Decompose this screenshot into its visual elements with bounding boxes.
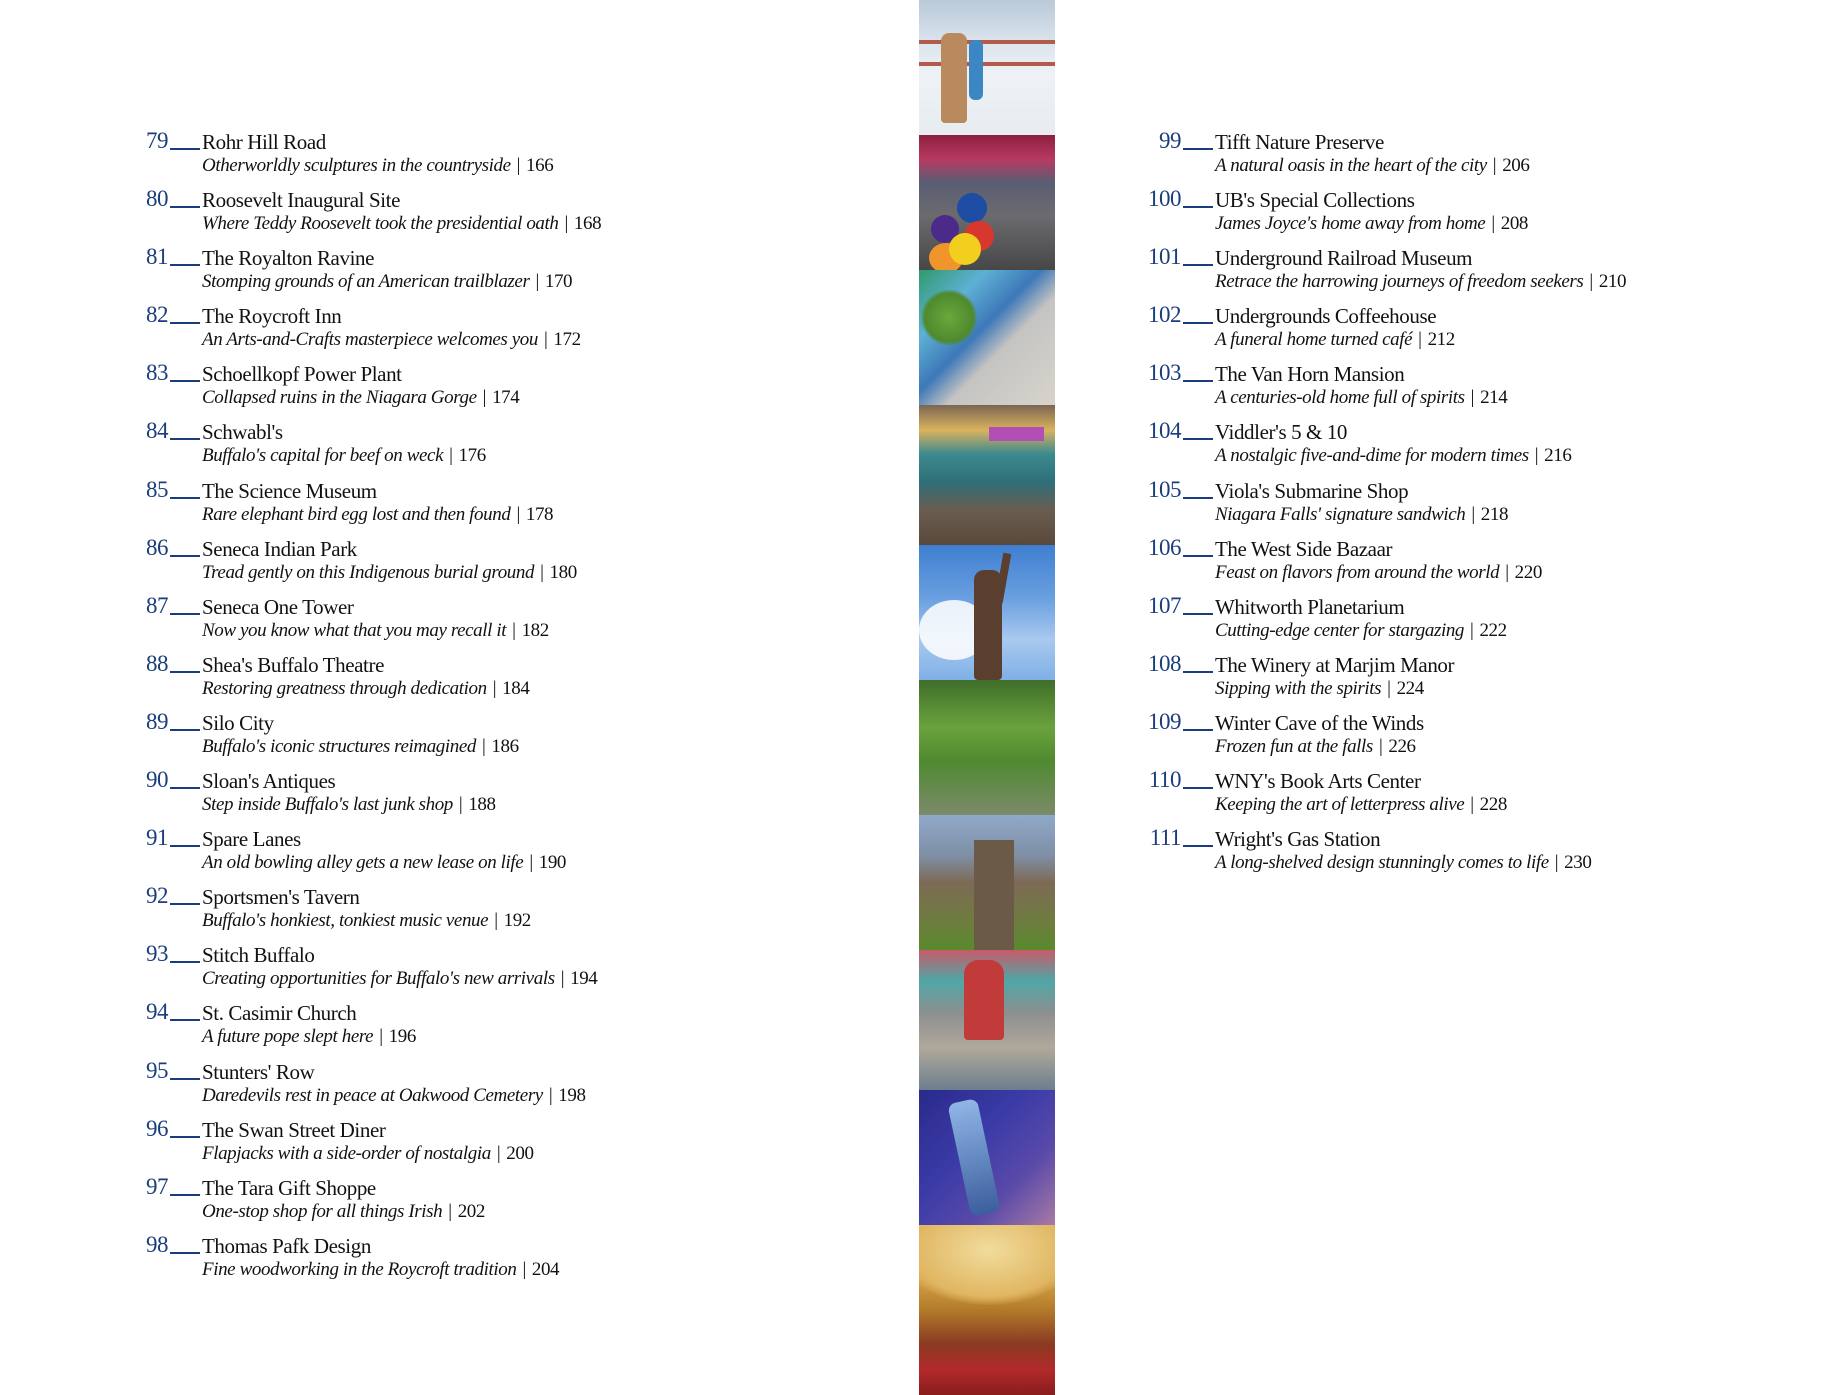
leader-rule xyxy=(1183,264,1213,266)
entry-title: The Swan Street Diner xyxy=(202,1117,386,1142)
entry-page-number: 180 xyxy=(549,561,577,583)
entry-number-text: 87 xyxy=(146,592,168,618)
entry-subtitle xyxy=(1215,851,1591,875)
entry-subtitle xyxy=(1215,619,1507,643)
entry-page-number: 212 xyxy=(1427,329,1455,351)
photo-antique-shop xyxy=(919,950,1055,1090)
separator: | xyxy=(529,852,533,874)
separator: | xyxy=(379,1026,383,1048)
entry-number-text: 102 xyxy=(1148,302,1181,328)
entry-page-number: 228 xyxy=(1479,794,1507,816)
entry-number-text: 91 xyxy=(146,825,168,851)
entry-title: Underground Railroad Museum xyxy=(1215,246,1473,271)
entry-title: Stitch Buffalo xyxy=(202,943,315,968)
entry-page-number: 218 xyxy=(1480,503,1509,525)
entry-page-number: 208 xyxy=(1500,213,1529,235)
entry-title: Spare Lanes xyxy=(202,827,301,852)
leader-rule xyxy=(170,438,200,440)
separator: | xyxy=(1470,794,1474,816)
entry-title: Silo City xyxy=(202,710,274,735)
entry-page-number: 210 xyxy=(1598,271,1627,293)
entry-title: UB's Special Collections xyxy=(1215,188,1415,213)
photo-robot-sculpture xyxy=(919,1090,1055,1225)
entry-tagline: A long-shelved design stunningly comes to life xyxy=(1215,852,1549,874)
entry-title: Rohr Hill Road xyxy=(202,130,326,154)
separator: | xyxy=(540,561,544,583)
entry-number-text: 107 xyxy=(1148,592,1181,618)
entry-title: The Roycroft Inn xyxy=(202,304,342,329)
entry-tagline: Rare elephant bird egg lost and then found xyxy=(202,503,511,525)
entry-page-number: 206 xyxy=(1502,155,1530,176)
leader-rule xyxy=(1183,322,1213,324)
entry-page-number: 194 xyxy=(570,968,598,990)
entry-number xyxy=(146,361,200,385)
entry-number-text: 92 xyxy=(146,883,168,909)
entry-subtitle xyxy=(1215,503,1508,527)
leader-rule xyxy=(170,380,200,382)
entry-number xyxy=(1148,245,1213,269)
entry-tagline: Collapsed ruins in the Niagara Gorge xyxy=(202,387,477,409)
separator: | xyxy=(449,445,453,467)
entry-tagline: James Joyce's home away from home xyxy=(1215,213,1486,235)
entry-number xyxy=(146,1117,200,1141)
entry-number xyxy=(146,187,200,211)
entry-tagline: Otherworldly sculptures in the countryside xyxy=(202,155,511,176)
leader-rule xyxy=(1183,497,1213,499)
entry-number xyxy=(1159,129,1213,153)
entry-number-text: 79 xyxy=(146,128,168,153)
entry-number-text: 104 xyxy=(1148,418,1181,444)
entry-number xyxy=(1149,768,1213,792)
entry-number xyxy=(146,303,200,327)
entry-tagline: Step inside Buffalo's last junk shop xyxy=(202,794,453,816)
entry-tagline: A funeral home turned café xyxy=(1215,329,1413,351)
entry-number-text: 84 xyxy=(146,418,168,444)
entry-number xyxy=(1148,303,1213,327)
leader-rule xyxy=(170,961,200,963)
separator: | xyxy=(512,619,516,641)
leader-rule xyxy=(170,1078,200,1080)
separator: | xyxy=(1534,445,1539,467)
entry-tagline: Frozen fun at the falls xyxy=(1215,735,1373,757)
entry-subtitle xyxy=(1215,154,1530,178)
leader-rule xyxy=(170,206,200,208)
entry-page-number: 226 xyxy=(1388,735,1416,757)
entry-number-text: 80 xyxy=(146,186,168,212)
leader-rule xyxy=(170,613,200,615)
entry-page-number: 220 xyxy=(1514,561,1542,583)
entry-title: WNY's Book Arts Center xyxy=(1215,769,1421,794)
entry-page-number: 174 xyxy=(492,387,520,409)
separator: | xyxy=(1387,677,1391,699)
separator: | xyxy=(560,968,565,990)
entry-page-number: 224 xyxy=(1396,677,1424,699)
separator: | xyxy=(1505,561,1509,583)
entry-subtitle xyxy=(202,735,519,759)
entry-tagline: Retrace the harrowing journeys of freedom seekers xyxy=(1215,271,1584,293)
entry-page-number: 196 xyxy=(388,1026,416,1048)
entry-title: The Royalton Ravine xyxy=(202,246,375,271)
separator: | xyxy=(1554,852,1559,874)
entry-subtitle xyxy=(1215,386,1507,410)
entry-page-number: 198 xyxy=(558,1084,586,1106)
entry-number-text: 103 xyxy=(1148,360,1181,386)
entry-subtitle xyxy=(1215,212,1528,236)
entry-number-text: 106 xyxy=(1148,534,1181,560)
separator: | xyxy=(564,213,568,235)
entry-subtitle xyxy=(1215,561,1542,585)
entry-tagline: A centuries-old home full of spirits xyxy=(1215,387,1465,409)
entry-title: Viola's Submarine Shop xyxy=(1215,478,1409,503)
entry-number xyxy=(1148,187,1213,211)
entry-tagline: Buffalo's iconic structures reimagined xyxy=(202,735,477,757)
entry-tagline: Creating opportunities for Buffalo's new arrivals xyxy=(202,968,555,990)
entry-page-number: 216 xyxy=(1544,445,1572,467)
entry-title: The Winery at Marjim Manor xyxy=(1215,652,1455,677)
entry-subtitle xyxy=(202,444,486,468)
entry-subtitle xyxy=(202,1025,416,1049)
separator: | xyxy=(482,735,486,757)
entry-number xyxy=(1148,594,1213,618)
leader-rule xyxy=(1183,148,1213,150)
entry-tagline: A natural oasis in the heart of the city xyxy=(1215,155,1487,176)
entry-page-number: 202 xyxy=(457,1200,485,1222)
leader-rule xyxy=(1183,613,1213,615)
entry-subtitle xyxy=(202,909,531,933)
leader-rule xyxy=(170,1194,200,1196)
entry-subtitle xyxy=(202,386,519,410)
entry-number-text: 97 xyxy=(146,1173,168,1199)
entry-title: Sportsmen's Tavern xyxy=(202,885,360,910)
entry-title: Thomas Pafk Design xyxy=(202,1233,371,1258)
leader-rule xyxy=(170,322,200,324)
entry-number xyxy=(1148,710,1213,734)
entry-tagline: Restoring greatness through dedication xyxy=(202,677,487,699)
separator: | xyxy=(516,503,520,525)
entry-number xyxy=(146,884,200,908)
entry-page-number: 230 xyxy=(1564,852,1592,874)
entry-subtitle xyxy=(202,677,529,701)
entry-number-text: 109 xyxy=(1148,708,1181,734)
entry-subtitle xyxy=(1215,677,1424,701)
entry-number xyxy=(1148,536,1213,560)
leader-rule xyxy=(170,1136,200,1138)
entry-page-number: 172 xyxy=(553,329,581,351)
entry-subtitle xyxy=(202,967,597,991)
entry-number xyxy=(146,594,200,618)
entry-number xyxy=(146,1233,200,1257)
entry-number-text: 81 xyxy=(146,244,168,270)
entry-subtitle xyxy=(202,212,601,236)
leader-rule xyxy=(170,671,200,673)
entry-page-number: 166 xyxy=(526,155,554,176)
entry-title: Viddler's 5 & 10 xyxy=(1215,420,1348,445)
leader-rule xyxy=(1183,555,1213,557)
entry-subtitle xyxy=(202,561,577,585)
entry-title: Tifft Nature Preserve xyxy=(1215,130,1384,154)
entry-tagline: One-stop shop for all things Irish xyxy=(202,1200,443,1222)
photo-gorge-tower xyxy=(919,815,1055,950)
entry-title: St. Casimir Church xyxy=(202,1001,357,1026)
entry-subtitle xyxy=(202,154,553,178)
entry-page-number: 200 xyxy=(506,1142,534,1164)
leader-rule xyxy=(170,148,200,150)
photo-theatre-interior xyxy=(919,1225,1055,1395)
entry-page-number: 168 xyxy=(573,213,602,235)
separator: | xyxy=(1378,735,1383,757)
entry-tagline: Cutting-edge center for stargazing xyxy=(1215,619,1465,641)
separator: | xyxy=(448,1200,452,1222)
entry-subtitle xyxy=(202,851,566,875)
entry-number-text: 83 xyxy=(146,360,168,386)
entry-number xyxy=(146,478,200,502)
entry-tagline: Flapjacks with a side-order of nostalgia xyxy=(202,1142,491,1164)
entry-title: Schoellkopf Power Plant xyxy=(202,362,402,387)
separator: | xyxy=(1470,387,1475,409)
photo-ink-rollers xyxy=(919,405,1055,545)
leader-rule xyxy=(170,787,200,789)
entry-page-number: 182 xyxy=(521,619,549,641)
leader-rule xyxy=(1183,671,1213,673)
entry-tagline: A nostalgic five-and-dime for modern times xyxy=(1215,445,1529,467)
entry-number-text: 88 xyxy=(146,650,168,676)
entry-subtitle xyxy=(1215,444,1571,468)
entry-tagline: Keeping the art of letterpress alive xyxy=(1215,794,1465,816)
separator: | xyxy=(482,387,487,409)
separator: | xyxy=(522,1258,526,1280)
photo-forest-ruins xyxy=(919,680,1055,815)
leader-rule xyxy=(170,264,200,266)
entry-subtitle xyxy=(202,503,553,527)
entry-tagline: An Arts-and-Crafts masterpiece welcomes you xyxy=(202,329,539,351)
entry-number xyxy=(146,1175,200,1199)
entry-number xyxy=(146,129,200,153)
entry-number xyxy=(1150,826,1213,850)
entry-title: Shea's Buffalo Theatre xyxy=(202,652,384,677)
entry-page-number: 214 xyxy=(1480,387,1508,409)
entry-title: The Tara Gift Shoppe xyxy=(202,1175,376,1200)
entry-number xyxy=(146,536,200,560)
leader-rule xyxy=(170,729,200,731)
entry-number-text: 111 xyxy=(1149,825,1181,851)
entry-title: Seneca One Tower xyxy=(202,594,354,619)
entry-number xyxy=(146,710,200,734)
entry-title: Schwabl's xyxy=(202,420,283,445)
separator: | xyxy=(548,1084,553,1106)
entry-tagline: Stomping grounds of an American trailblazer xyxy=(202,271,530,293)
entry-number-text: 90 xyxy=(146,767,168,793)
entry-number xyxy=(1148,361,1213,385)
entry-subtitle xyxy=(1215,270,1626,294)
entry-number-text: 94 xyxy=(146,999,168,1025)
entry-title: Whitworth Planetarium xyxy=(1215,594,1405,619)
entry-title: Wright's Gas Station xyxy=(1215,827,1381,852)
entry-title: Sloan's Antiques xyxy=(202,769,336,794)
entry-page-number: 186 xyxy=(491,735,519,757)
entry-title: The Science Museum xyxy=(202,478,377,503)
entry-number-text: 108 xyxy=(1148,650,1181,676)
entry-tagline: Sipping with the spirits xyxy=(1215,677,1382,699)
entry-number-text: 101 xyxy=(1148,244,1181,270)
photo-winter-overlook xyxy=(919,0,1055,135)
entry-page-number: 192 xyxy=(503,910,531,932)
entry-number-text: 100 xyxy=(1148,186,1181,212)
photo-strip xyxy=(919,0,1055,1395)
separator: | xyxy=(1418,329,1422,351)
entry-subtitle xyxy=(1215,328,1455,352)
entry-number xyxy=(146,768,200,792)
entry-page-number: 222 xyxy=(1479,619,1507,641)
entry-tagline: Niagara Falls' signature sandwich xyxy=(1215,503,1466,525)
separator: | xyxy=(496,1142,501,1164)
entry-page-number: 176 xyxy=(458,445,486,467)
entry-tagline: An old bowling alley gets a new lease on life xyxy=(202,852,524,874)
entry-number-text: 95 xyxy=(146,1057,168,1083)
entry-page-number: 178 xyxy=(525,503,554,525)
entry-number xyxy=(146,1059,200,1083)
entry-number xyxy=(1148,419,1213,443)
entry-page-number: 170 xyxy=(544,271,573,293)
entry-subtitle xyxy=(202,1142,534,1166)
entry-number xyxy=(146,1000,200,1024)
photo-bowling-balls xyxy=(919,135,1055,270)
entry-title: Seneca Indian Park xyxy=(202,536,357,561)
separator: | xyxy=(1491,213,1495,235)
photo-mural xyxy=(919,270,1055,405)
entry-tagline: Now you know what that you may recall it xyxy=(202,619,507,641)
entry-number xyxy=(146,942,200,966)
leader-rule xyxy=(170,845,200,847)
entry-number-text: 85 xyxy=(146,476,168,502)
entry-page-number: 188 xyxy=(468,794,496,816)
separator: | xyxy=(492,677,497,699)
separator: | xyxy=(1492,155,1497,176)
entry-subtitle xyxy=(202,793,496,817)
entry-tagline: Where Teddy Roosevelt took the presidential oath xyxy=(202,213,559,235)
photo-statue xyxy=(919,545,1055,680)
entry-tagline: Buffalo's honkiest, tonkiest music venue xyxy=(202,910,489,932)
entry-number-text: 89 xyxy=(146,708,168,734)
entry-page-number: 204 xyxy=(531,1258,560,1280)
leader-rule xyxy=(170,1019,200,1021)
entry-subtitle xyxy=(202,328,581,352)
entry-number-text: 98 xyxy=(146,1231,168,1257)
entry-page-number: 190 xyxy=(538,852,567,874)
separator: | xyxy=(458,794,463,816)
entry-number-text: 82 xyxy=(146,302,168,328)
entry-title: The Van Horn Mansion xyxy=(1215,362,1405,387)
entry-tagline: Feast on flavors from around the world xyxy=(1215,561,1500,583)
entry-number-text: 93 xyxy=(146,941,168,967)
entry-number xyxy=(146,419,200,443)
separator: | xyxy=(494,910,498,932)
entry-subtitle xyxy=(202,1258,559,1282)
entry-number-text: 86 xyxy=(146,534,168,560)
leader-rule xyxy=(1183,729,1213,731)
entry-number xyxy=(146,652,200,676)
entry-title: The West Side Bazaar xyxy=(1215,536,1393,561)
entry-title: Winter Cave of the Winds xyxy=(1215,710,1424,735)
leader-rule xyxy=(170,903,200,905)
entry-subtitle xyxy=(202,270,572,294)
entry-tagline: Tread gently on this Indigenous burial ground xyxy=(202,561,535,583)
leader-rule xyxy=(170,555,200,557)
separator: | xyxy=(1589,271,1593,293)
separator: | xyxy=(516,155,521,176)
entry-page-number: 184 xyxy=(502,677,530,699)
entry-number-text: 105 xyxy=(1148,476,1181,502)
entry-title: Stunters' Row xyxy=(202,1059,315,1084)
entry-number-text: 110 xyxy=(1148,767,1181,793)
entry-number xyxy=(1148,478,1213,502)
entry-subtitle xyxy=(202,1084,586,1108)
entry-tagline: A future pope slept here xyxy=(202,1026,374,1048)
leader-rule xyxy=(1183,845,1213,847)
entry-title: Roosevelt Inaugural Site xyxy=(202,188,401,213)
entry-tagline: Buffalo's capital for beef on weck xyxy=(202,445,444,467)
entry-number-text: 99 xyxy=(1159,128,1181,153)
separator: | xyxy=(1471,503,1475,525)
separator: | xyxy=(535,271,539,293)
entry-title: Undergrounds Coffeehouse xyxy=(1215,304,1437,329)
leader-rule xyxy=(1183,438,1213,440)
separator: | xyxy=(544,329,548,351)
leader-rule xyxy=(170,1252,200,1254)
entry-subtitle xyxy=(1215,735,1416,759)
entry-subtitle xyxy=(202,619,549,643)
entry-subtitle xyxy=(1215,793,1507,817)
entry-subtitle xyxy=(202,1200,485,1224)
separator: | xyxy=(1470,619,1474,641)
leader-rule xyxy=(1183,206,1213,208)
entry-tagline: Fine woodworking in the Roycroft tradition xyxy=(202,1258,517,1280)
entry-number xyxy=(146,245,200,269)
entry-number xyxy=(146,826,200,850)
leader-rule xyxy=(1183,380,1213,382)
entry-tagline: Daredevils rest in peace at Oakwood Cemetery xyxy=(202,1084,543,1106)
entry-number-text: 96 xyxy=(146,1115,168,1141)
leader-rule xyxy=(170,497,200,499)
entry-number xyxy=(1148,652,1213,676)
leader-rule xyxy=(1183,787,1213,789)
